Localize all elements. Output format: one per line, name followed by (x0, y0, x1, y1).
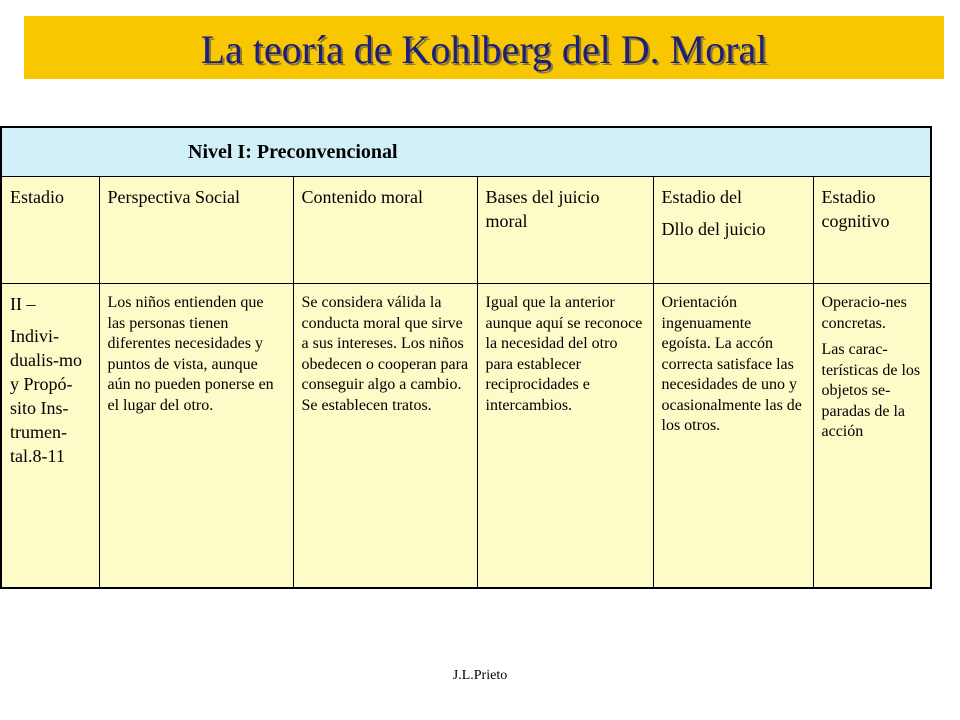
header-bases-juicio: Bases del juicio moral (477, 177, 653, 284)
contenido-cell: Se considera válida la conducta moral que sirve a sus intereses. Los niños obedecen o cooperan para conseguir algo a cambio. Se establecen tratos. (293, 284, 477, 589)
level-heading: Nivel I: Preconvencional (1, 127, 931, 177)
header-estadio-dllo-line1: Estadio del (661, 187, 742, 207)
header-estadio: Estadio (1, 177, 99, 284)
stage-cell (1, 284, 99, 589)
bases-cell: Igual que la anterior aunque aquí se reconoce la necesidad del otro para establecer reciprocidades e intercambios. (477, 284, 653, 589)
cognitivo-cell (813, 284, 931, 589)
stage-number: II – (10, 294, 36, 314)
dllo-cell: Orientación ingenuamente egoísta. La accón correcta satisface las necesidades de uno y ocasionalmente las de los otros. (653, 284, 813, 589)
header-estadio-dllo (653, 177, 813, 284)
cognitivo-text-1: Operacio-nes concretas. (821, 294, 907, 332)
footer-author: J.L.Prieto (452, 668, 508, 683)
header-estadio-dllo-line2: Dllo del juicio (661, 219, 766, 239)
cognitivo-text-2: Las carac-terísticas de los objetos se-paradas de la acción (821, 341, 921, 440)
header-contenido-moral: Contenido moral (293, 177, 477, 284)
stage-row (1, 284, 931, 589)
kohlberg-table (0, 126, 932, 589)
level-row (1, 127, 931, 177)
slide-title: La teoría de Kohlberg del D. Moral (200, 27, 768, 72)
perspectiva-cell: Los niños entienden que las personas tienen diferentes necesidades y puntos de vista, aunque aún no pueden ponerse en el lugar del otro. (99, 284, 293, 589)
header-perspectiva-social: Perspectiva Social (99, 177, 293, 284)
title-banner (24, 16, 944, 79)
header-estadio-cognitivo: Estadio cognitivo (813, 177, 931, 284)
header-row (1, 177, 931, 284)
stage-name: Indivi-dualis-mo y Propó-sito Ins-trumen-tal.8-11 (10, 326, 82, 466)
